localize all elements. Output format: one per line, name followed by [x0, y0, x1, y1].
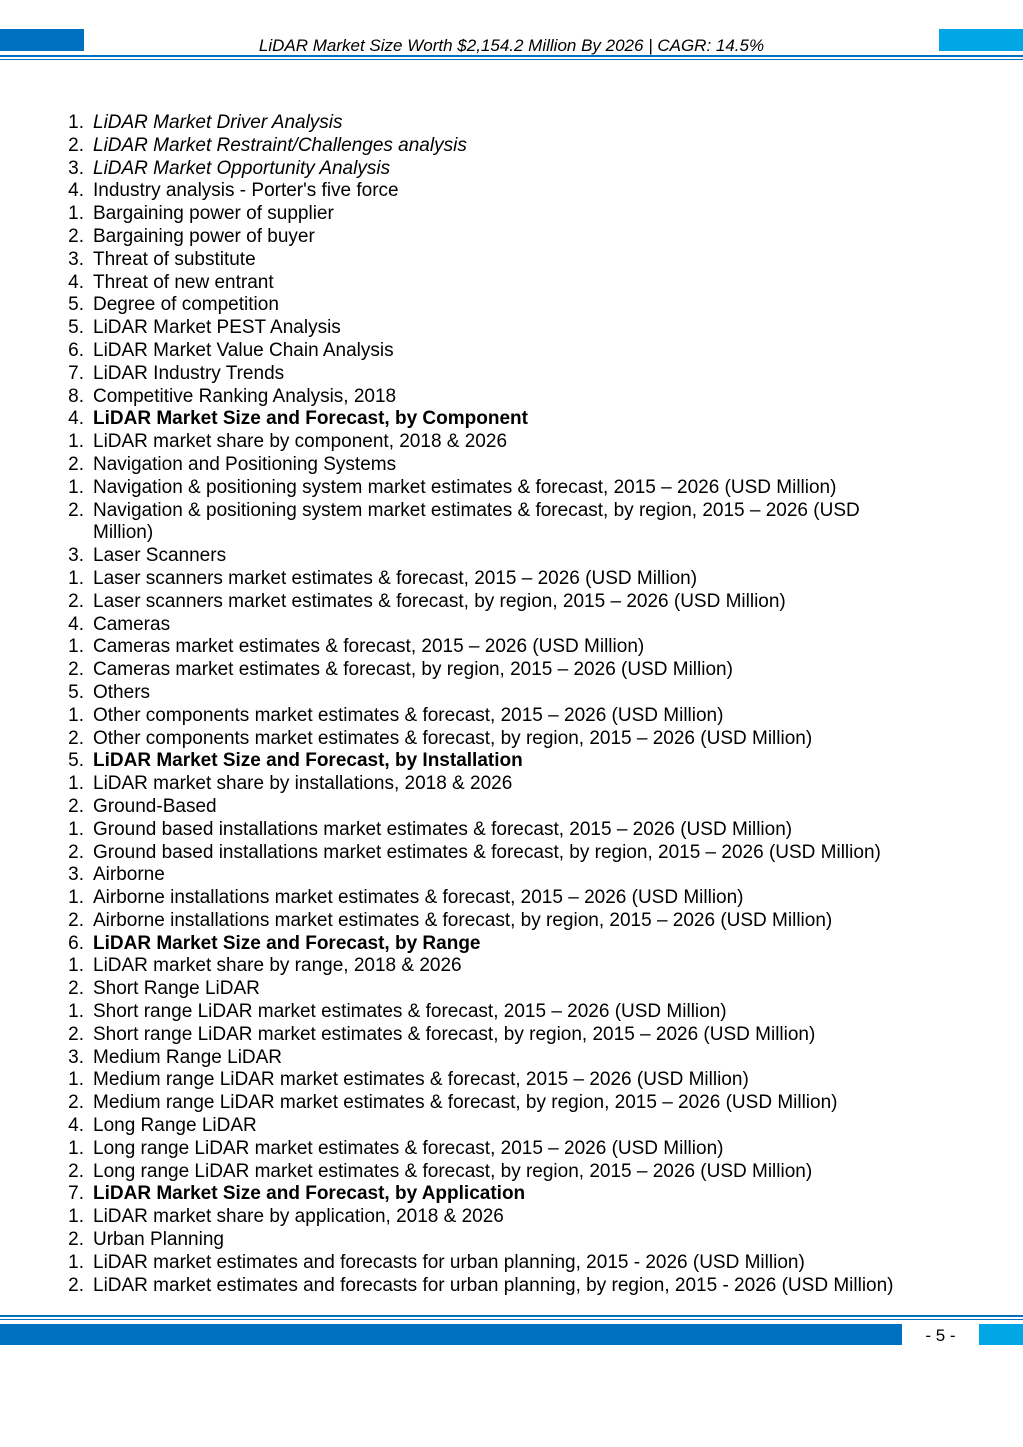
toc-item-number: 3.: [68, 864, 84, 886]
toc-item-number: 5.: [68, 317, 84, 339]
header-left-block: [0, 29, 84, 51]
toc-item-text: Airborne installations market estimates & forecast, 2015 – 2026 (USD Million): [93, 887, 744, 909]
toc-list-item: [0, 363, 1023, 386]
toc-item-text: Industry analysis - Porter's five force: [93, 180, 399, 202]
toc-item-number: 2.: [68, 978, 84, 1000]
toc-list-item: [0, 317, 1023, 340]
toc-section-heading: [0, 750, 1023, 773]
toc-item-number: 1.: [68, 955, 84, 977]
toc-list-item: [0, 545, 1023, 568]
toc-item-number: 3.: [68, 248, 84, 270]
toc-list-item: [0, 1092, 1023, 1115]
toc-item-number: 1.: [68, 773, 84, 795]
toc-list-item: [0, 294, 1023, 317]
toc-list-item: [0, 978, 1023, 1001]
toc-item-text: Others: [93, 681, 151, 703]
toc-list-item: [0, 705, 1023, 728]
toc-item-text: Long range LiDAR market estimates & forecast, by region, 2015 – 2026 (USD Million): [93, 1160, 813, 1182]
page-header-title: LiDAR Market Size Worth $2,154.2 Million By 2026 | CAGR: 14.5%: [258, 36, 765, 55]
toc-item-number: 7.: [68, 1183, 84, 1205]
toc-item-number: 3.: [68, 1046, 84, 1068]
toc-item-text: Navigation & positioning system market estimates & forecast, by region, 2015 – 2026 (USD Million): [93, 499, 860, 544]
toc-list-item: [0, 796, 1023, 819]
toc-list-item: [0, 910, 1023, 933]
toc-item-text: Navigation & positioning system market estimates & forecast, 2015 – 2026 (USD Million): [93, 476, 837, 498]
toc-list-item: [0, 682, 1023, 705]
toc-item-number: 1.: [68, 112, 84, 133]
table-of-contents: [0, 112, 1023, 1297]
toc-item-text: Ground based installations market estimates & forecast, 2015 – 2026 (USD Million): [93, 818, 793, 840]
header-right-block: [939, 29, 1023, 51]
toc-list-item: [0, 158, 1023, 181]
toc-item-text: LiDAR Market Size and Forecast, by Range: [93, 932, 481, 954]
toc-item-number: 1.: [68, 203, 84, 225]
toc-item-text: Medium Range LiDAR: [93, 1046, 283, 1068]
footer-divider-thin: [0, 1319, 1023, 1320]
toc-item-number: 2.: [68, 225, 84, 247]
toc-item-number: 1.: [68, 476, 84, 498]
toc-item-number: 1.: [68, 567, 84, 589]
footer-bar: [0, 1324, 902, 1345]
page-number: - 5 -: [925, 1326, 956, 1345]
toc-list-item: [0, 659, 1023, 682]
toc-item-number: 2.: [68, 727, 84, 749]
toc-list-item: [0, 1024, 1023, 1047]
toc-item-number: 2.: [68, 134, 84, 156]
toc-item-text: Threat of new entrant: [93, 271, 274, 293]
toc-item-text: Bargaining power of buyer: [93, 225, 315, 247]
toc-item-number: 5.: [68, 294, 84, 316]
toc-list-item: [0, 819, 1023, 842]
toc-item-text: Other components market estimates & forecast, 2015 – 2026 (USD Million): [93, 704, 724, 726]
toc-list-item: [0, 454, 1023, 477]
toc-item-text: Long range LiDAR market estimates & forecast, 2015 – 2026 (USD Million): [93, 1137, 724, 1159]
toc-list-item: [0, 112, 1023, 135]
toc-list-item: [0, 568, 1023, 591]
toc-item-text: Cameras market estimates & forecast, by region, 2015 – 2026 (USD Million): [93, 659, 733, 681]
toc-item-number: 8.: [68, 385, 84, 407]
toc-list-item: [0, 636, 1023, 659]
toc-item-text: LiDAR Market Size and Forecast, by Installation: [93, 750, 523, 772]
toc-item-number: 1.: [68, 1137, 84, 1159]
toc-item-text: Navigation and Positioning Systems: [93, 453, 397, 475]
toc-item-text: LiDAR Market Size and Forecast, by Application: [93, 1183, 526, 1205]
toc-item-number: 6.: [68, 932, 84, 954]
toc-list-item: [0, 842, 1023, 865]
toc-item-text: Airborne: [93, 864, 165, 886]
toc-item-number: 1.: [68, 1001, 84, 1023]
toc-item-number: 7.: [68, 362, 84, 384]
toc-list-item: [0, 180, 1023, 203]
toc-list-item: [0, 1206, 1023, 1229]
toc-list-item: [0, 1115, 1023, 1138]
toc-item-number: 2.: [68, 1274, 84, 1296]
toc-item-number: 3.: [68, 545, 84, 567]
toc-item-text: LiDAR Market Opportunity Analysis: [93, 157, 391, 179]
toc-item-number: 3.: [68, 157, 84, 179]
toc-item-text: LiDAR market share by installations, 2018 & 2026: [93, 773, 513, 795]
toc-item-text: Laser scanners market estimates & forecast, by region, 2015 – 2026 (USD Million): [93, 590, 786, 612]
toc-list-item: [0, 864, 1023, 887]
toc-item-number: 1.: [68, 1206, 84, 1228]
toc-item-number: 2.: [68, 1160, 84, 1182]
toc-item-number: 1.: [68, 636, 84, 658]
toc-item-number: 1.: [68, 1069, 84, 1091]
toc-item-text: Short range LiDAR market estimates & forecast, 2015 – 2026 (USD Million): [93, 1001, 727, 1023]
toc-list-item: [0, 1161, 1023, 1184]
toc-list-item: [0, 955, 1023, 978]
toc-item-text: Bargaining power of supplier: [93, 203, 334, 225]
toc-item-text: LiDAR market estimates and forecasts for urban planning, 2015 - 2026 (USD Million): [93, 1251, 805, 1273]
footer-divider: [0, 1315, 1023, 1317]
toc-item-text: LiDAR market share by component, 2018 & 2026: [93, 431, 508, 453]
toc-item-text: Threat of substitute: [93, 248, 256, 270]
toc-item-text: Cameras market estimates & forecast, 2015 – 2026 (USD Million): [93, 636, 645, 658]
toc-item-number: 4.: [68, 613, 84, 635]
toc-item-text: LiDAR market share by application, 2018 & 2026: [93, 1206, 504, 1228]
toc-list-item: [0, 1138, 1023, 1161]
toc-list-item: [0, 500, 1023, 546]
toc-section-heading: [0, 933, 1023, 956]
toc-list-item: [0, 1069, 1023, 1092]
toc-item-text: Short Range LiDAR: [93, 978, 260, 1000]
toc-list-item: [0, 1001, 1023, 1024]
toc-item-text: LiDAR Market Size and Forecast, by Component: [93, 408, 528, 430]
header-divider: [0, 55, 1023, 57]
toc-item-text: Degree of competition: [93, 294, 279, 316]
toc-item-number: 4.: [68, 408, 84, 430]
toc-list-item: [0, 773, 1023, 796]
toc-item-number: 1.: [68, 1251, 84, 1273]
toc-item-text: Ground-Based: [93, 795, 217, 817]
toc-item-number: 2.: [68, 659, 84, 681]
toc-item-text: LiDAR Market PEST Analysis: [93, 317, 341, 339]
toc-item-number: 4.: [68, 180, 84, 202]
toc-item-number: 2.: [68, 590, 84, 612]
toc-item-text: Laser Scanners: [93, 545, 227, 567]
toc-list-item: [0, 272, 1023, 295]
toc-item-number: 1.: [68, 431, 84, 453]
toc-list-item: [0, 1252, 1023, 1275]
toc-item-text: Competitive Ranking Analysis, 2018: [93, 385, 397, 407]
toc-list-item: [0, 477, 1023, 500]
toc-item-number: 2.: [68, 1023, 84, 1045]
toc-item-text: LiDAR Industry Trends: [93, 362, 285, 384]
toc-item-number: 2.: [68, 499, 84, 521]
header-divider-thin: [0, 59, 1023, 60]
toc-list-item: [0, 203, 1023, 226]
toc-item-number: 6.: [68, 339, 84, 361]
toc-item-text: Airborne installations market estimates & forecast, by region, 2015 – 2026 (USD Million): [93, 909, 833, 931]
toc-list-item: [0, 591, 1023, 614]
toc-item-text: LiDAR Market Value Chain Analysis: [93, 339, 394, 361]
toc-item-text: LiDAR Market Driver Analysis: [93, 112, 343, 133]
toc-item-number: 2.: [68, 1092, 84, 1114]
toc-list-item: [0, 135, 1023, 158]
toc-item-number: 4.: [68, 1115, 84, 1137]
toc-list-item: [0, 887, 1023, 910]
toc-section-heading: [0, 1183, 1023, 1206]
toc-item-text: Urban Planning: [93, 1229, 224, 1251]
toc-item-text: LiDAR market estimates and forecasts for urban planning, by region, 2015 - 2026 (USD Million): [93, 1274, 894, 1296]
toc-list-item: [0, 386, 1023, 409]
toc-item-number: 4.: [68, 271, 84, 293]
toc-list-item: [0, 1275, 1023, 1298]
toc-item-number: 2.: [68, 909, 84, 931]
toc-item-number: 1.: [68, 818, 84, 840]
toc-list-item: [0, 1229, 1023, 1252]
toc-item-number: 1.: [68, 887, 84, 909]
toc-list-item: [0, 249, 1023, 272]
toc-item-text: Medium range LiDAR market estimates & forecast, by region, 2015 – 2026 (USD Million): [93, 1092, 838, 1114]
toc-item-text: Medium range LiDAR market estimates & forecast, 2015 – 2026 (USD Million): [93, 1069, 749, 1091]
toc-item-text: Laser scanners market estimates & forecast, 2015 – 2026 (USD Million): [93, 567, 698, 589]
toc-list-item: [0, 340, 1023, 363]
toc-item-text: LiDAR market share by range, 2018 & 2026: [93, 955, 462, 977]
toc-item-number: 2.: [68, 1229, 84, 1251]
toc-list-item: [0, 1047, 1023, 1070]
toc-list-item: [0, 614, 1023, 637]
toc-item-number: 5.: [68, 750, 84, 772]
toc-item-text: Short range LiDAR market estimates & forecast, by region, 2015 – 2026 (USD Million): [93, 1023, 816, 1045]
toc-item-number: 2.: [68, 841, 84, 863]
toc-section-heading: [0, 408, 1023, 431]
toc-item-text: LiDAR Market Restraint/Challenges analysis: [93, 134, 467, 156]
toc-list-item: [0, 226, 1023, 249]
toc-list-item: [0, 431, 1023, 454]
toc-item-text: Long Range LiDAR: [93, 1115, 257, 1137]
toc-item-text: Cameras: [93, 613, 171, 635]
toc-item-number: 1.: [68, 704, 84, 726]
footer-right-block: [979, 1324, 1023, 1345]
toc-item-number: 5.: [68, 681, 84, 703]
toc-item-number: 2.: [68, 795, 84, 817]
toc-item-text: Ground based installations market estimates & forecast, by region, 2015 – 2026 (USD Million): [93, 841, 881, 863]
toc-list-item: [0, 728, 1023, 751]
toc-item-text: Other components market estimates & forecast, by region, 2015 – 2026 (USD Million): [93, 727, 813, 749]
toc-item-number: 2.: [68, 453, 84, 475]
